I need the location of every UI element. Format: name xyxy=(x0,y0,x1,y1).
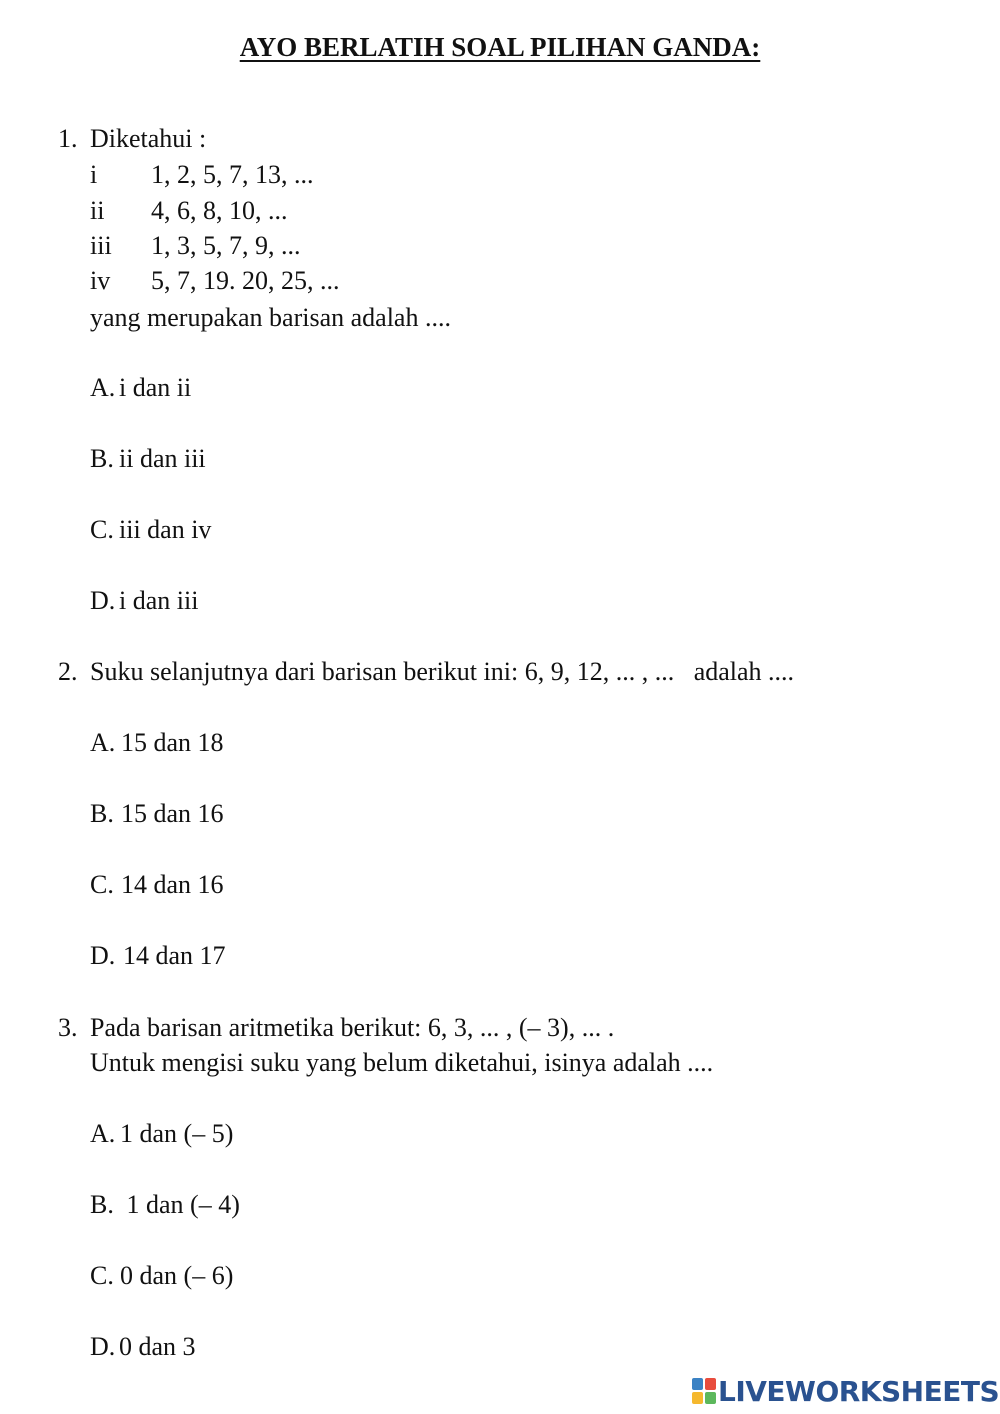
roman-label: iv xyxy=(90,266,111,295)
option-label: C. xyxy=(90,870,114,899)
question-2-stem: Suku selanjutnya dari barisan berikut ini: 6, 9, 12, ... , ... adalah .... xyxy=(90,657,795,686)
option-label: B. xyxy=(90,1190,114,1219)
option-label: D. xyxy=(90,1332,116,1361)
option-text: i dan iii xyxy=(119,586,199,615)
option-label: C. xyxy=(90,515,114,544)
option-text: 14 dan 16 xyxy=(121,870,224,899)
option-label: D. xyxy=(90,586,116,615)
option-d[interactable] xyxy=(90,941,226,970)
option-c[interactable] xyxy=(90,1261,234,1290)
option-text: 15 dan 18 xyxy=(121,728,224,757)
liveworksheets-logo-icon xyxy=(692,1378,716,1404)
brand-watermark[interactable] xyxy=(692,1376,999,1406)
roman-label: ii xyxy=(90,196,105,225)
option-a[interactable] xyxy=(90,1119,234,1148)
option-a[interactable] xyxy=(90,728,224,757)
option-label: A. xyxy=(90,373,116,402)
roman-label: i xyxy=(90,160,98,189)
question-1-stem: Diketahui : xyxy=(90,124,207,153)
option-text: iii dan iv xyxy=(119,515,212,544)
option-text: 1 dan (– 5) xyxy=(120,1119,234,1148)
question-1-number: 1. xyxy=(58,124,78,153)
option-text: 1 dan (– 4) xyxy=(120,1190,240,1219)
sequence-text: 1, 3, 5, 7, 9, ... xyxy=(151,231,301,260)
roman-label: iii xyxy=(90,231,112,260)
option-text: ii dan iii xyxy=(119,444,206,473)
question-3-number: 3. xyxy=(58,1013,78,1042)
question-2-number: 2. xyxy=(58,657,78,686)
question-1-prompt: yang merupakan barisan adalah .... xyxy=(90,303,451,332)
option-d[interactable] xyxy=(90,1332,196,1361)
option-b[interactable] xyxy=(90,1190,240,1219)
sequence-text: 5, 7, 19. 20, 25, ... xyxy=(151,266,340,295)
question-3-stem: Pada barisan aritmetika berikut: 6, 3, ... , (– 3), ... . xyxy=(90,1013,615,1042)
option-text: 15 dan 16 xyxy=(121,799,224,828)
brand-name: LIVEWORKSHEETS xyxy=(718,1374,1000,1408)
question-3-stem-line-2: Untuk mengisi suku yang belum diketahui, isinya adalah .... xyxy=(90,1048,714,1077)
sequence-text: 4, 6, 8, 10, ... xyxy=(151,196,288,225)
option-label: A. xyxy=(90,728,116,757)
option-b[interactable] xyxy=(90,444,206,473)
option-label: C. xyxy=(90,1261,114,1290)
option-label: B. xyxy=(90,444,114,473)
option-text: 0 dan 3 xyxy=(119,1332,196,1361)
option-text: 0 dan (– 6) xyxy=(120,1261,234,1290)
page-title: AYO BERLATIH SOAL PILIHAN GANDA: xyxy=(239,32,761,62)
option-text: i dan ii xyxy=(119,373,192,402)
sequence-text: 1, 2, 5, 7, 13, ... xyxy=(151,160,314,189)
option-c[interactable] xyxy=(90,515,212,544)
option-label: D. xyxy=(90,941,116,970)
option-label: A. xyxy=(90,1119,116,1148)
option-label: B. xyxy=(90,799,114,828)
option-a[interactable] xyxy=(90,373,192,402)
option-c[interactable] xyxy=(90,870,224,899)
option-d[interactable] xyxy=(90,586,199,615)
option-b[interactable] xyxy=(90,799,224,828)
option-text: 14 dan 17 xyxy=(123,941,226,970)
